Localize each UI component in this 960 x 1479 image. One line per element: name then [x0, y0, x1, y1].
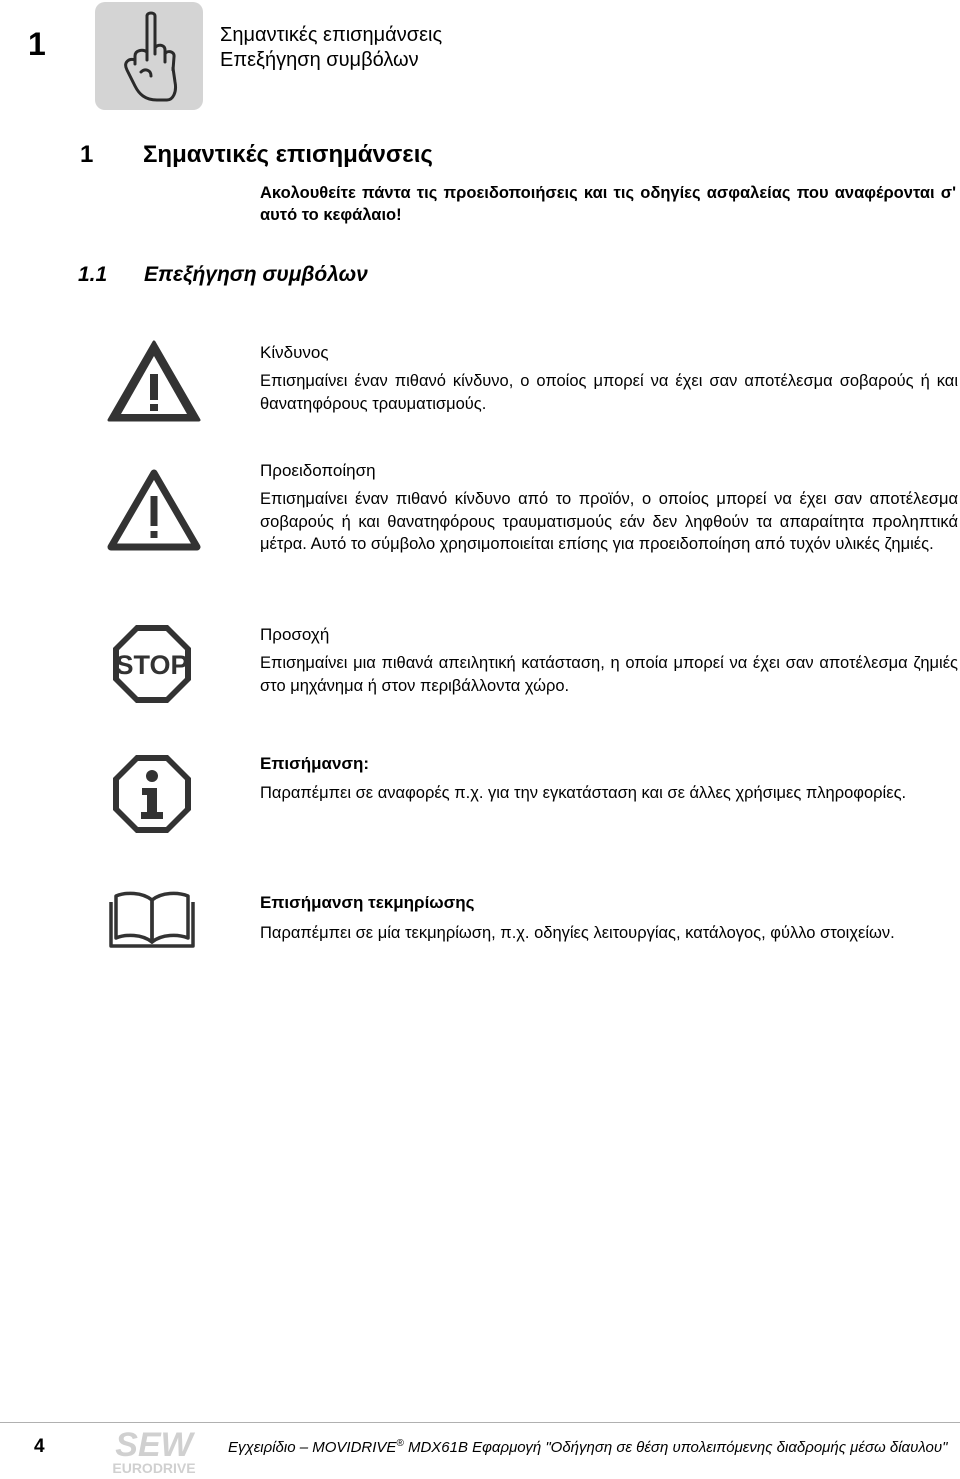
documentation-note-label: Επισήμανση τεκμηρίωσης — [260, 893, 475, 912]
chapter-icon-box — [95, 2, 203, 110]
danger-label: Κίνδυνος — [260, 343, 329, 362]
logo-top-text: SEW — [115, 1426, 193, 1464]
warning-text: Επισημαίνει έναν πιθανό κίνδυνο από το προϊόν, ο οποίος μπορεί να έχει σαν αποτέλεσμα σοβαρούς ή και θανατηφόρους τραυματισμούς εάν δεν ληφθούν τα απαραίτητα προληπτικά μέτρα. Αυτό το σύμβολο χρησιμοποιείται επίσης για προειδοποίηση από τυχόν υλικές ζημιές. — [260, 490, 958, 553]
danger-triangle-icon — [106, 338, 202, 424]
stop-sign-icon — [110, 622, 194, 706]
section-number: 1 — [80, 141, 94, 168]
info-octagon-icon — [110, 752, 194, 836]
section-intro: Ακολουθείτε πάντα τις προειδοποιήσεις και τις οδηγίες ασφαλείας που αναφέρονται σ' αυτό το κεφάλαιο! — [260, 184, 956, 224]
logo-bottom-text: EURODRIVE — [112, 1460, 196, 1476]
subsection-number: 1.1 — [78, 263, 108, 286]
header-title: Σημαντικές επισημάνσεις — [220, 24, 443, 46]
page-number: 4 — [34, 1436, 45, 1457]
sew-eurodrive-logo — [100, 1426, 208, 1476]
documentation-note-text: Παραπέμπει σε μία τεκμηρίωση, π.χ. οδηγίες λειτουργίας, κατάλογος, φύλλο στοιχείων. — [260, 924, 895, 942]
open-book-icon — [108, 888, 196, 950]
subsection-heading — [78, 263, 368, 287]
warning-label: Προειδοποίηση — [260, 461, 376, 480]
header-subtitle: Επεξήγηση συμβόλων — [220, 49, 419, 71]
document-title-suffix: MDX61B Εφαρμογή "Οδήγηση σε θέση υπολειπόμενης διαδρομής μέσω δίαυλου" — [403, 1439, 948, 1456]
caution-label: Προσοχή — [260, 625, 330, 644]
document-title — [228, 1438, 947, 1456]
note-label: Επισήμανση: — [260, 754, 370, 773]
note-text: Παραπέμπει σε αναφορές π.χ. για την εγκατάσταση και σε άλλες χρήσιμες πληροφορίες. — [260, 784, 907, 802]
document-title-prefix: Εγχειρίδιο – MOVIDRIVE — [228, 1439, 397, 1456]
footer-rule — [0, 1422, 960, 1423]
chapter-number: 1 — [28, 26, 46, 62]
registered-mark: ® — [396, 1438, 404, 1449]
caution-text: Επισημαίνει μια πιθανά απειλητική κατάσταση, η οποία μπορεί να έχει σαν αποτέλεσμα ζημιές στο μηχάνημα ή στον περιβάλλοντα χώρο. — [260, 654, 958, 695]
warning-triangle-icon — [107, 468, 201, 552]
stop-sign-text: STOP — [115, 650, 189, 680]
section-heading — [80, 141, 433, 169]
section-title: Σημαντικές επισημάνσεις — [143, 141, 433, 168]
danger-text: Επισημαίνει έναν πιθανό κίνδυνο, ο οποίος μπορεί να έχει σαν αποτέλεσμα σοβαρούς ή και θανατηφόρους τραυματισμούς. — [260, 372, 958, 413]
subsection-title: Επεξήγηση συμβόλων — [144, 263, 368, 286]
pointing-hand-icon — [95, 2, 203, 110]
